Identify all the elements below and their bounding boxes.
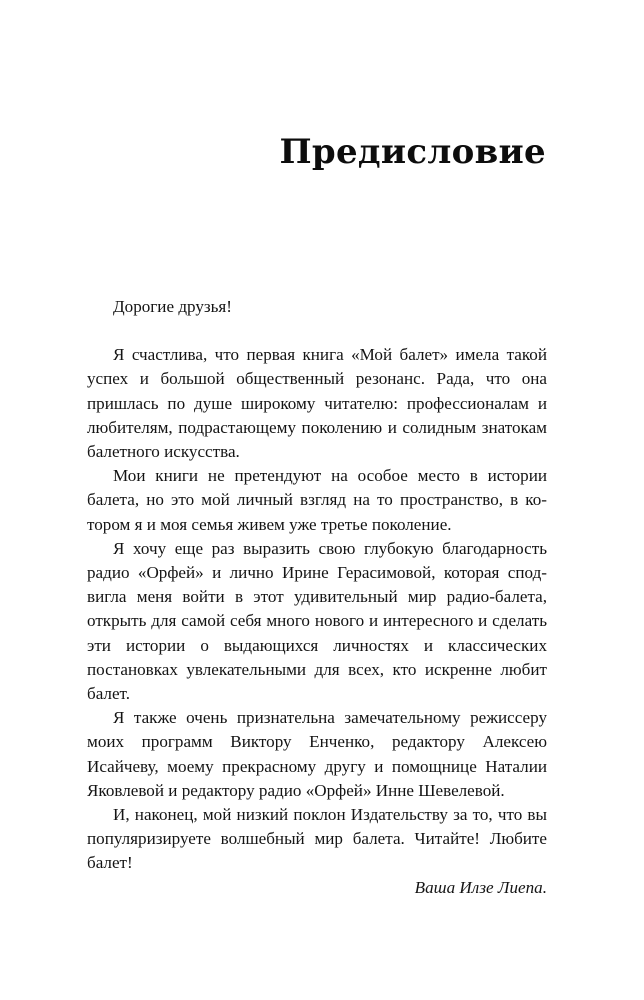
paragraph-3: Я хочу еще раз выразить свою глубокую благодарность радио «Орфей» и лично Ирине Герасимовой, которая сподвигла меня войти в этот удивительный мир радио-балета, открыть для самой себя много нового и интересного и сделать эти истории о выдающихся личностях и классических постановках увлекательными для всех, кто искренне любит балет.: [87, 538, 547, 704]
page-title: Предисловие: [279, 132, 546, 172]
paragraph-5: И, наконец, мой низкий поклон Издательству за то, что вы популяризируете волшебный мир балета. Читайте! Любите балет!: [87, 805, 547, 873]
greeting: Дорогие друзья!: [113, 297, 232, 316]
paragraph-1: Я счастлива, что первая книга «Мой балет» имела такой успех и большой общественный резонанс. Рада, что она пришлась по душе широкому читателю: профессионалам и любителям, подрастающему поколению и солидным знатокам балетного искусства.: [87, 345, 547, 462]
paragraph-2: Мои книги не претендуют на особое место в истории балета, но это мой личный взгляд на то пространство, в котором я и моя семья живем уже третье поколение.: [87, 466, 547, 534]
signature: Ваша Илзе Лиепа.: [414, 877, 547, 897]
paragraph-4: Я также очень признательна замечательному режиссеру моих программ Виктору Енченко, редактору Алексею Исайчеву, моему прекрасному другу и помощнице Наталии Яковлевой и редактору радио «Орфей» Инне Шевелевой.: [87, 708, 547, 800]
preface-body: [87, 295, 547, 900]
